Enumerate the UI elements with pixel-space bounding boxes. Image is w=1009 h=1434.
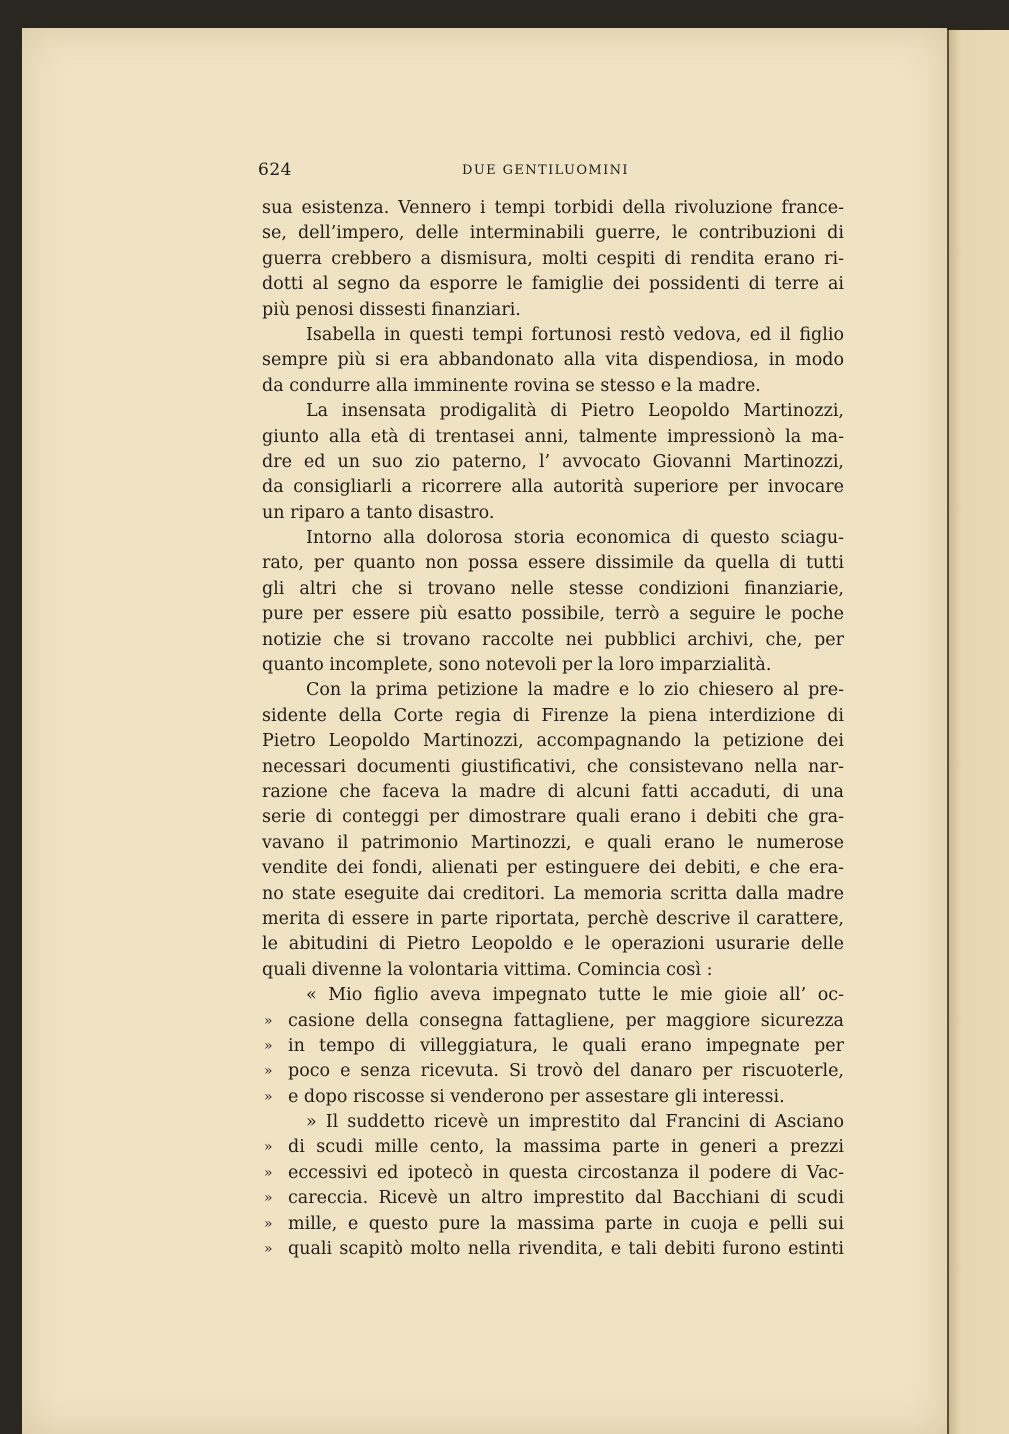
text-line-content: quali divenne la volontaria vittima. Comincia così : [262, 959, 713, 980]
text-line [262, 247, 844, 272]
text-line [262, 577, 844, 602]
text-line-content: poco e senza ricevuta. Si trovò del danaro per riscuoterle, [288, 1061, 844, 1082]
text-line [262, 272, 844, 297]
text-line-content: merita di essere in parte riportata, perchè descrive il carattere, [262, 908, 844, 929]
text-line [262, 1110, 844, 1135]
text-line [262, 704, 844, 729]
adjacent-page-edge [947, 30, 1009, 1434]
text-line [262, 323, 844, 348]
text-line [262, 1135, 844, 1160]
text-line-content: di scudi mille cento, la massima parte in generi a prezzi [288, 1137, 844, 1158]
text-line-content: rato, per quanto non possa essere dissimile da quella di tutti [262, 553, 844, 574]
text-line-content: razione che faceva la madre di alcuni fatti accaduti, di una [262, 781, 844, 802]
text-line-content: più penosi dissesti finanziari. [262, 299, 521, 320]
text-line-content: careccia. Ricevè un altro imprestito dal Bacchiani di scudi [288, 1188, 844, 1209]
text-line-content: sua esistenza. Vennero i tempi torbidi della rivoluzione france- [262, 198, 844, 218]
text-line [262, 526, 844, 551]
text-line [262, 399, 844, 424]
text-line-content: quali scapitò molto nella rivendita, e tali debiti furono estinti [288, 1239, 844, 1260]
text-line [262, 1085, 844, 1110]
text-line [262, 1237, 844, 1262]
text-line [262, 196, 844, 221]
text-line [262, 907, 844, 932]
text-line-content: guerra crebbero a dismisura, molti cespiti di rendita erano ri- [262, 248, 844, 269]
text-line [262, 602, 844, 627]
text-line [262, 678, 844, 703]
text-line [262, 450, 844, 475]
text-line [262, 882, 844, 907]
text-line [262, 856, 844, 881]
text-line-content: gli altri che si trovano nelle stesse condizioni finanziarie, [262, 578, 844, 599]
text-line-content: e dopo riscosse si venderono per assestare gli interessi. [288, 1086, 785, 1107]
text-line [262, 425, 844, 450]
text-line-content: vavano il patrimonio Martinozzi, e quali erano le numerose [262, 832, 844, 853]
quote-marker: » [264, 1037, 273, 1054]
text-line-content: serie di conteggi per dimostrare quali erano i debiti che gra- [262, 807, 844, 828]
text-line-content: in tempo di villeggiatura, le quali erano impegnate per [288, 1035, 844, 1056]
text-line-content: La insensata prodigalità di Pietro Leopoldo Martinozzi, [306, 401, 844, 422]
quote-marker: » [264, 1190, 273, 1207]
text-line [262, 983, 844, 1008]
quote-marker: » [264, 1012, 273, 1029]
running-head [258, 160, 844, 184]
text-line-content: necessari documenti giustificativi, che consistevano nella nar- [262, 756, 844, 777]
text-line-content: mille, e questo pure la massima parte in cuoja e pelli sui [288, 1213, 844, 1234]
text-line-content: Isabella in questi tempi fortunosi restò vedova, ed il figlio [306, 324, 844, 345]
text-line [262, 831, 844, 856]
text-line-content: pure per essere più esatto possibile, terrò a seguire le poche [262, 604, 844, 625]
quote-marker: » [264, 1063, 273, 1080]
text-line-content: » Il suddetto ricevè un imprestito dal Francini di Asciano [306, 1112, 844, 1133]
quote-marker: » [264, 1215, 273, 1232]
text-line [262, 1186, 844, 1211]
text-line [262, 298, 844, 323]
text-line [262, 348, 844, 373]
text-line [262, 755, 844, 780]
text-line-content: eccessivi ed ipotecò in questa circostanza il podere di Vac- [288, 1162, 844, 1183]
text-line-content: vendite dei fondi, alienati per estinguere dei debiti, e che era- [262, 858, 844, 879]
text-line [262, 1059, 844, 1084]
page-number: 624 [258, 160, 292, 180]
text-line-content: Intorno alla dolorosa storia economica di questo sciagu- [306, 528, 844, 549]
text-line-content: da condurre alla imminente rovina se stesso e la madre. [262, 375, 761, 396]
body-text [262, 196, 844, 1262]
text-line-content: un riparo a tanto disastro. [262, 502, 495, 523]
text-line-content: sidente della Corte regia di Firenze la piena interdizione di [262, 705, 844, 726]
quote-marker: » [264, 1241, 273, 1258]
running-title: DUE GENTILUOMINI [462, 163, 629, 178]
text-line [262, 780, 844, 805]
text-line-content: Pietro Leopoldo Martinozzi, accompagnando la petizione dei [262, 731, 844, 752]
text-line-content: dotti al segno da esporre le famiglie dei possidenti di terre ai [262, 274, 844, 295]
quote-marker: » [264, 1164, 273, 1181]
text-line [262, 653, 844, 678]
text-line [262, 932, 844, 957]
text-line-content: notizie che si trovano raccolte nei pubblici archivi, che, per [262, 629, 844, 650]
text-line-content: se, dell’impero, delle interminabili guerre, le contribuzioni di [262, 223, 844, 244]
text-line-content: da consigliarli a ricorrere alla autorità superiore per invocare [262, 477, 844, 498]
text-line [262, 1034, 844, 1059]
text-line [262, 475, 844, 500]
text-line [262, 1212, 844, 1237]
text-line-content: casione della consegna fattagliene, per maggiore sicurezza [288, 1010, 844, 1031]
text-line-content: Con la prima petizione la madre e lo zio chiesero al pre- [306, 680, 844, 701]
text-line [262, 501, 844, 526]
text-line-content: le abitudini di Pietro Leopoldo e le operazioni usurarie delle [262, 934, 844, 955]
text-line [262, 628, 844, 653]
text-line [262, 729, 844, 754]
text-line [262, 805, 844, 830]
quote-marker: » [264, 1139, 273, 1156]
text-line-content: giunto alla età di trentasei anni, talmente impressionò la ma- [262, 426, 844, 447]
text-line-content: dre ed un suo zio paterno, l’ avvocato Giovanni Martinozzi, [262, 451, 844, 472]
text-line [262, 221, 844, 246]
text-line [262, 1161, 844, 1186]
text-line [262, 1009, 844, 1034]
text-line-content: sempre più si era abbandonato alla vita dispendiosa, in modo [262, 350, 844, 371]
quote-marker: » [264, 1088, 273, 1105]
text-line-content: no state eseguite dai creditori. La memoria scritta dalla madre [262, 883, 844, 904]
text-line-content: « Mio figlio aveva impegnato tutte le mie gioie all’ oc- [306, 985, 844, 1006]
text-line [262, 958, 844, 983]
text-line-content: quanto incomplete, sono notevoli per la loro imparzialità. [262, 655, 772, 676]
text-line [262, 374, 844, 399]
text-line [262, 551, 844, 576]
